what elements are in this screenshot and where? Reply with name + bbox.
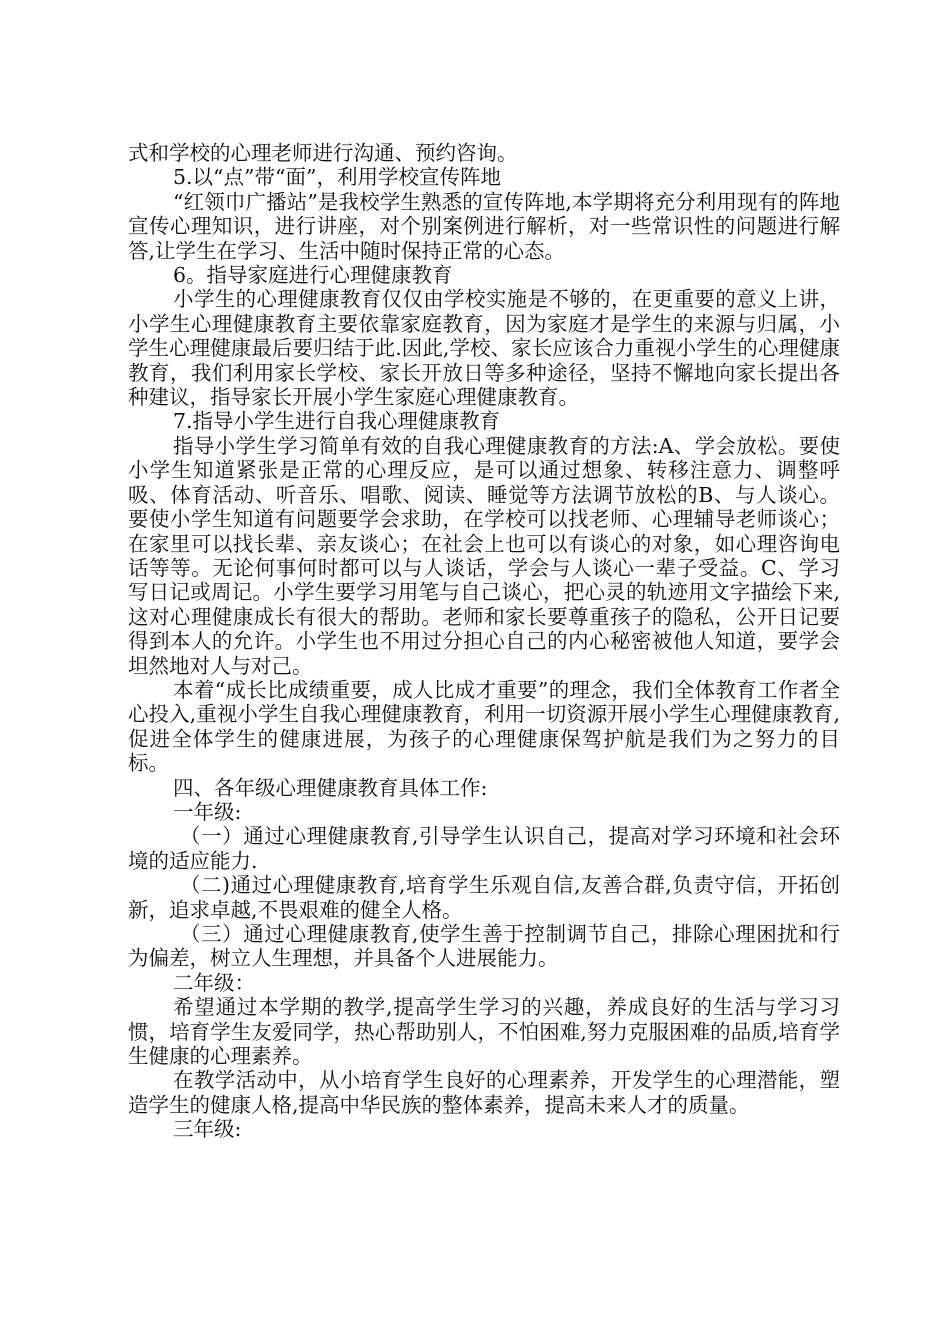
paragraph: 希望通过本学期的教学,提高学生学习的兴趣，养成良好的生活与学习习惯，培育学生友爱同学，热心帮助别人，不怕困难,努力克服困难的品质,培育学生健康的心理素养。: [128, 995, 840, 1069]
paragraph: 式和学校的心理老师进行沟通、预约咨询。: [128, 141, 518, 165]
list-item: （二)通过心理健康教育,培育学生乐观自信,友善合群,负责守信，开拓创新，追求卓越,不畏艰难的健全人格。: [128, 873, 840, 922]
document-body: [128, 141, 840, 1142]
paragraph: 小学生的心理健康教育仅仅由学校实施是不够的，在更重要的意义上讲，小学生心理健康教育主要依靠家庭教育，因为家庭才是学生的来源与归属，小学生心理健康最后要归结于此.因此,学校、家长应该合力重视小学生的心理健康教育，我们利用家长学校、家长开放日等多种途径，坚持不懈地向家长提出各种建议，指导家长开展小学生家庭心理健康教育。: [128, 287, 840, 410]
section-heading: 7.指导小学生进行自我心理健康教育: [173, 409, 501, 434]
section-heading: 四、各年级心理健康教育具体工作:: [173, 775, 488, 800]
paragraph: 指导小学生学习简单有效的自我心理健康教育的方法:A、学会放松。要使小学生知道紧张是正常的心理反应，是可以通过想象、转移注意力、调整呼吸、体育活动、听音乐、唱歌、阅读、睡觉等方法调节放松的B、与人谈心。要使小学生知道有问题要学会求助，在学校可以找老师、心理辅导老师谈心；在家里可以找长辈、亲友谈心；在社会上也可以有谈心的对象，如心理咨询电话等等。无论何事何时都可以与人谈话，学会与人谈心一辈子受益。C、学习写日记或周记。小学生要学习用笔与自己谈心，把心灵的轨迹用文字描绘下来,这对心理健康成长有很大的帮助。老师和家长要尊重孩子的隐私，公开日记要得到本人的允许。小学生也不用过分担心自己的内心秘密被他人知道，要学会坦然地对人与对己。: [128, 433, 840, 678]
list-item: （一）通过心理健康教育,引导学生认识自己，提高对学习环境和社会环境的适应能力.: [128, 824, 840, 873]
grade-heading: 三年级:: [173, 1117, 242, 1142]
grade-heading: 一年级:: [173, 799, 242, 824]
section-heading: 6。指导家庭进行心理健康教育: [173, 263, 453, 288]
paragraph: 本着“成长比成绩重要，成人比成才重要”的理念，我们全体教育工作者全心投入,重视小学生自我心理健康教育，利用一切资源开展小学生心理健康教育,促进全体学生的健康进展，为孩子的心理健康保驾护航是我们为之努力的目标。: [128, 677, 840, 776]
list-item: （三）通过心理健康教育,使学生善于控制调节自己，排除心理困扰和行为偏差，树立人生理想，并具备个人进展能力。: [128, 922, 840, 971]
paragraph: “红领巾广播站”是我校学生熟悉的宣传阵地,本学期将充分利用现有的阵地宣传心理知识，进行讲座，对个别案例进行解析，对一些常识性的问题进行解答,让学生在学习、生活中随时保持正常的心态。: [128, 189, 840, 263]
grade-heading: 二年级：: [173, 970, 255, 995]
paragraph: 在教学活动中，从小培育学生良好的心理素养，开发学生的心理潜能，塑造学生的健康人格,提高中华民族的整体素养，提高未来人才的质量。: [128, 1068, 840, 1117]
section-heading: 5.以“点”带“面”，利用学校宣传阵地: [173, 165, 501, 190]
